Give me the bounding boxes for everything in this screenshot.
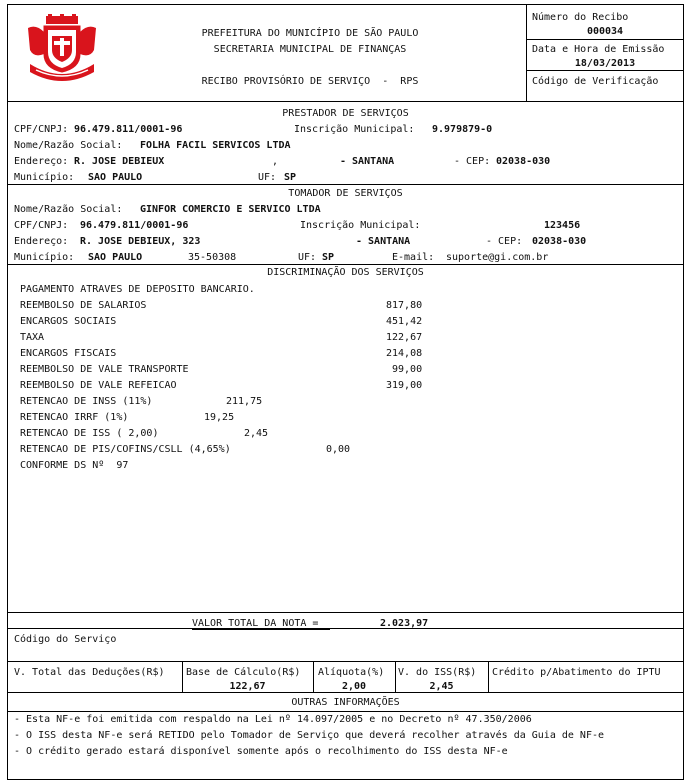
iss-value: 2,45 [429, 681, 454, 692]
iss-label: V. do ISS(R$) [398, 667, 477, 678]
prestador-nome-value: FOLHA FACIL SERVICOS LTDA [140, 140, 291, 151]
service-item-value: 817,80 [386, 300, 423, 311]
retention-value: 211,75 [226, 396, 263, 407]
tomador-cep-label: - CEP: [486, 236, 523, 247]
prestador-im-value: 9.979879-0 [432, 124, 493, 135]
prestador-end-comma: , [272, 156, 279, 167]
valor-total-underline [192, 629, 330, 630]
divider [488, 661, 489, 692]
prestador-end-value: R. JOSE DEBIEUX [74, 156, 165, 167]
service-item-label: REEMBOLSO DE VALE REFEICAO [20, 380, 177, 391]
valor-total-value: 2.023,97 [380, 618, 429, 629]
outras-info-title: OUTRAS INFORMAÇÕES [291, 697, 400, 708]
tomador-im-value: 123456 [544, 220, 581, 231]
valor-total-label: VALOR TOTAL DA NOTA = [192, 618, 319, 629]
service-item-value: 99,00 [392, 364, 423, 375]
base-calculo-value: 122,67 [229, 681, 266, 692]
prestador-bairro: - SANTANA [340, 156, 395, 167]
aliquota-value: 2,00 [341, 681, 367, 692]
verification-code-label: Código de Verificação [532, 76, 659, 87]
prestador-title: PRESTADOR DE SERVIÇOS [282, 108, 409, 119]
service-item-value: 214,08 [386, 348, 423, 359]
prestador-end-label: Endereço: [14, 156, 69, 167]
header-secretaria: SECRETARIA MUNICIPAL DE FINANÇAS [213, 44, 407, 55]
emission-date-value: 18/03/2013 [574, 58, 636, 69]
tomador-email-value: suporte@gi.com.br [446, 252, 549, 263]
prestador-cep-value: 02038-030 [496, 156, 551, 167]
service-item-label: TAXA [20, 332, 45, 343]
service-item-label: ENCARGOS FISCAIS [20, 348, 117, 359]
service-item-value: 122,67 [386, 332, 423, 343]
document-frame [7, 4, 684, 780]
tomador-nome-value: GINFOR COMERCIO E SERVICO LTDA [140, 204, 321, 215]
retention-label: RETENCAO DE ISS ( 2,00) [20, 428, 159, 439]
divider [526, 70, 684, 71]
header-rps-title: RECIBO PROVISÓRIO DE SERVIÇO - RPS [201, 76, 419, 87]
city-coat-of-arms-logo [24, 14, 100, 86]
tomador-uf-value: SP [322, 252, 335, 263]
retention-value: 0,00 [326, 444, 351, 455]
tomador-cep-value: 02038-030 [532, 236, 587, 247]
retention-label: RETENCAO IRRF (1%) [20, 412, 129, 423]
tomador-email-label: E-mail: [392, 252, 435, 263]
service-item-label: REEMBOLSO DE SALARIOS [20, 300, 147, 311]
tomador-bairro: - SANTANA [356, 236, 411, 247]
prestador-nome-label: Nome/Razão Social: [14, 140, 123, 151]
outras-info-line: - O crédito gerado estará disponível somente após o recolhimento do ISS desta NF-e [14, 746, 508, 757]
conforme-ds: CONFORME DS Nº 97 [20, 460, 129, 471]
service-item-label: REEMBOLSO DE VALE TRANSPORTE [20, 364, 189, 375]
service-item-value: 319,00 [386, 380, 423, 391]
prestador-cpf-label: CPF/CNPJ: [14, 124, 69, 135]
deducoes-label: V. Total das Deduções(R$) [14, 667, 165, 678]
prestador-im-label: Inscrição Municipal: [294, 124, 415, 135]
tomador-title: TOMADOR DE SERVIÇOS [288, 188, 403, 199]
retention-label: RETENCAO DE INSS (11%) [20, 396, 153, 407]
emission-date-label: Data e Hora de Emissão [532, 44, 665, 55]
divider [7, 711, 684, 712]
discriminacao-intro: PAGAMENTO ATRAVES DE DEPOSITO BANCARIO. [20, 284, 255, 295]
prestador-cpf-value: 96.479.811/0001-96 [74, 124, 183, 135]
outras-info-line: - Esta NF-e foi emitida com respaldo na Lei nº 14.097/2005 e no Decreto nº 47.350/2006 [14, 714, 532, 725]
retention-label: RETENCAO DE PIS/COFINS/CSLL (4,65%) [20, 444, 231, 455]
tomador-nome-label: Nome/Razão Social: [14, 204, 123, 215]
credito-iptu-label: Crédito p/Abatimento do IPTU [492, 667, 661, 678]
tomador-end-value: R. JOSE DEBIEUX, 323 [80, 236, 201, 247]
divider [7, 184, 684, 185]
header-prefeitura: PREFEITURA DO MUNICÍPIO DE SÃO PAULO [201, 28, 419, 39]
prestador-cep-label: - CEP: [454, 156, 491, 167]
divider [526, 4, 527, 102]
recibo-number-label: Número do Recibo [532, 12, 629, 23]
tomador-im-label: Inscrição Municipal: [300, 220, 421, 231]
retention-value: 2,45 [244, 428, 269, 439]
service-item-label: ENCARGOS SOCIAIS [20, 316, 117, 327]
service-item-value: 451,42 [386, 316, 423, 327]
tomador-cpf-label: CPF/CNPJ: [14, 220, 69, 231]
prestador-uf-value: SP [284, 172, 297, 183]
retention-value: 19,25 [204, 412, 235, 423]
prestador-mun-label: Município: [14, 172, 75, 183]
outras-info-line: - O ISS desta NF-e será RETIDO pelo Tomador de Serviço que deverá recolher através da Guia de NF-e [14, 730, 605, 741]
divider [526, 39, 684, 40]
base-calculo-label: Base de Cálculo(R$) [186, 667, 301, 678]
tomador-uf-label: UF: [298, 252, 317, 263]
tomador-cpf-value: 96.479.811/0001-96 [80, 220, 189, 231]
prestador-mun-value: SAO PAULO [88, 172, 143, 183]
aliquota-label: Alíquota(%) [318, 667, 385, 678]
tomador-mun-value: SAO PAULO [88, 252, 143, 263]
divider [7, 264, 684, 265]
codigo-servico-label: Código do Serviço [14, 634, 117, 645]
tomador-phone: 35-50308 [188, 252, 237, 263]
discriminacao-title: DISCRIMINAÇÃO DOS SERVIÇOS [267, 267, 424, 278]
tomador-end-label: Endereço: [14, 236, 69, 247]
tomador-mun-label: Município: [14, 252, 75, 263]
prestador-uf-label: UF: [258, 172, 277, 183]
divider [7, 101, 684, 102]
recibo-number-value: 000034 [586, 26, 624, 37]
divider [7, 661, 684, 662]
divider [7, 612, 684, 613]
divider [7, 628, 684, 629]
